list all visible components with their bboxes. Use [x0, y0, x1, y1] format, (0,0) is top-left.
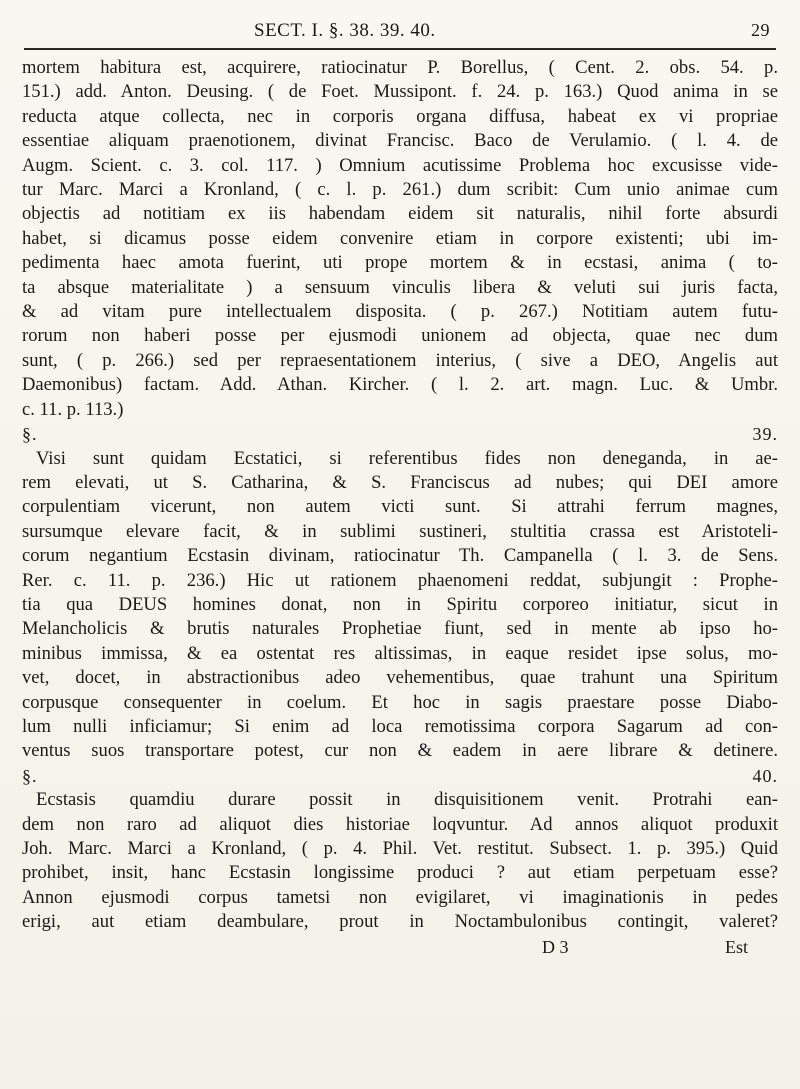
main-text [22, 56, 778, 935]
text-line: corpusque consequenter in coelum. Et hoc in sagis praestare posse Diabo- [22, 691, 778, 713]
text-line: tia qua DEUS homines donat, non in Spiritu corporeo initiatur, sicut in [22, 593, 778, 615]
text-line: 151.) add. Anton. Deusing. ( de Foet. Mussipont. f. 24. p. 163.) Quod anima in se [22, 81, 778, 103]
paragraph-39 [22, 447, 778, 764]
paragraph-40 [22, 788, 778, 934]
text-line: mortem habitura est, acquirere, ratiocinatur P. Borellus, ( Cent. 2. obs. 54. p. [22, 57, 778, 78]
text-line: Daemonibus) factam. Add. Athan. Kircher. ( l. 2. art. magn. Luc. & Umbr. [22, 374, 778, 396]
text-line: erigi, aut etiam deambulare, prout in Noctambulonibus contingit, valeret? [22, 911, 778, 933]
text-line: rorum non haberi posse per ejusmodi unionem ad objecta, quae nec dum [22, 325, 778, 347]
section-heading-40: §. 40. [22, 765, 778, 786]
page-number: 29 [751, 20, 770, 40]
text-line: ta absque materialitate ) a sensuum vinculis libera & veluti sui juris facta, [22, 276, 778, 298]
section-heading-39: §. 39. [22, 424, 778, 445]
text-line: Annon ejusmodi corpus tametsi non evigilaret, vi imaginationis in pedes [22, 886, 778, 908]
running-title: SECT. I. §. 38. 39. 40. [254, 20, 436, 41]
text-line: pedimenta haec amota fuerint, uti prope mortem & in ecstasi, anima ( to- [22, 252, 778, 274]
text-line: corum negantium Ecstasin divinam, ratiocinatur Th. Campanella ( l. 3. de Sens. [22, 545, 778, 567]
page-header [22, 18, 778, 46]
text-line: Joh. Marc. Marci a Kronland, ( p. 4. Phil. Vet. restitut. Subsect. 1. p. 395.) Quid [22, 838, 778, 859]
text-line: Augm. Scient. c. 3. col. 117. ) Omnium acutissime Problema hoc excusisse vide- [22, 154, 778, 176]
text-line: Rer. c. 11. p. 236.) Hic ut rationem phaenomeni reddat, subjungit : Prophe- [22, 569, 778, 591]
text-line: minibus immissa, & ea ostentat res altissimas, in eaque residet ipse solus, mo- [22, 642, 778, 664]
text-line: reducta atque collecta, nec in corporis organa diffusa, habeat ex vi propriae [22, 105, 778, 127]
text-line: objectis ad notitiam ex iis habendam eidem sit naturalis, nihil forte absurdi [22, 203, 778, 225]
text-line: & ad vitam pure intellectualem disposita. ( p. 267.) Notitiam autem futu- [22, 301, 778, 323]
text-line: essentiae aliquam praenotionem, divinat Francisc. Baco de Verulamio. ( l. 4. de [22, 130, 778, 152]
text-line: habet, si dicamus posse eidem convenire etiam in corpore existenti; ubi im- [22, 227, 778, 249]
text-line: prohibet, insit, hanc Ecstasin longissime produci ? aut etiam perpetuam esse? [22, 862, 778, 884]
paragraph-38-continuation [22, 56, 778, 422]
text-line: Ecstasis quamdiu durare possit in disquisitionem venit. Protrahi ean- [36, 789, 778, 811]
text-line: ventus suos transportare potest, cur non & eadem in aere librare & detinere. [22, 740, 778, 762]
header-rule [24, 48, 776, 50]
text-line: Melancholicis & brutis naturales Prophetiae fiunt, sed in mente ab ipso ho- [22, 618, 778, 640]
signature-mark: D 3 [542, 936, 569, 957]
page-footer [22, 937, 778, 963]
text-line: lum nulli inficiamur; Si enim ad loca remotissima corpora Sagarum ad con- [22, 715, 778, 737]
text-line: vet, docet, in abstractionibus adeo vehementibus, quae trahunt una Spiritum [22, 667, 778, 689]
text-line: tur Marc. Marci a Kronland, ( c. l. p. 261.) dum scribit: Cum unio animae cum [22, 179, 778, 201]
text-line: sursumque elevare facit, & in sublimi sustineri, stultitia crassa est Aristoteli- [22, 520, 778, 542]
text-line: Visi sunt quidam Ecstatici, si referentibus fides non deneganda, in ae- [36, 447, 778, 469]
text-line: c. 11. p. 113.) [22, 398, 124, 420]
text-line: sunt, ( p. 266.) sed per repraesentationem interius, ( sive a DEO, Angelis aut [22, 349, 778, 371]
text-line: corpulentiam vicerunt, non autem victi sunt. Si attrahi ferrum magnes, [22, 496, 778, 518]
text-line: dem non raro ad aliquot dies historiae loqvuntur. Ad annos aliquot produxit [22, 813, 778, 835]
catchword: Est [724, 936, 748, 957]
text-line: rem elevati, ut S. Catharina, & S. Franciscus ad nubes; qui DEI amore [22, 471, 778, 493]
